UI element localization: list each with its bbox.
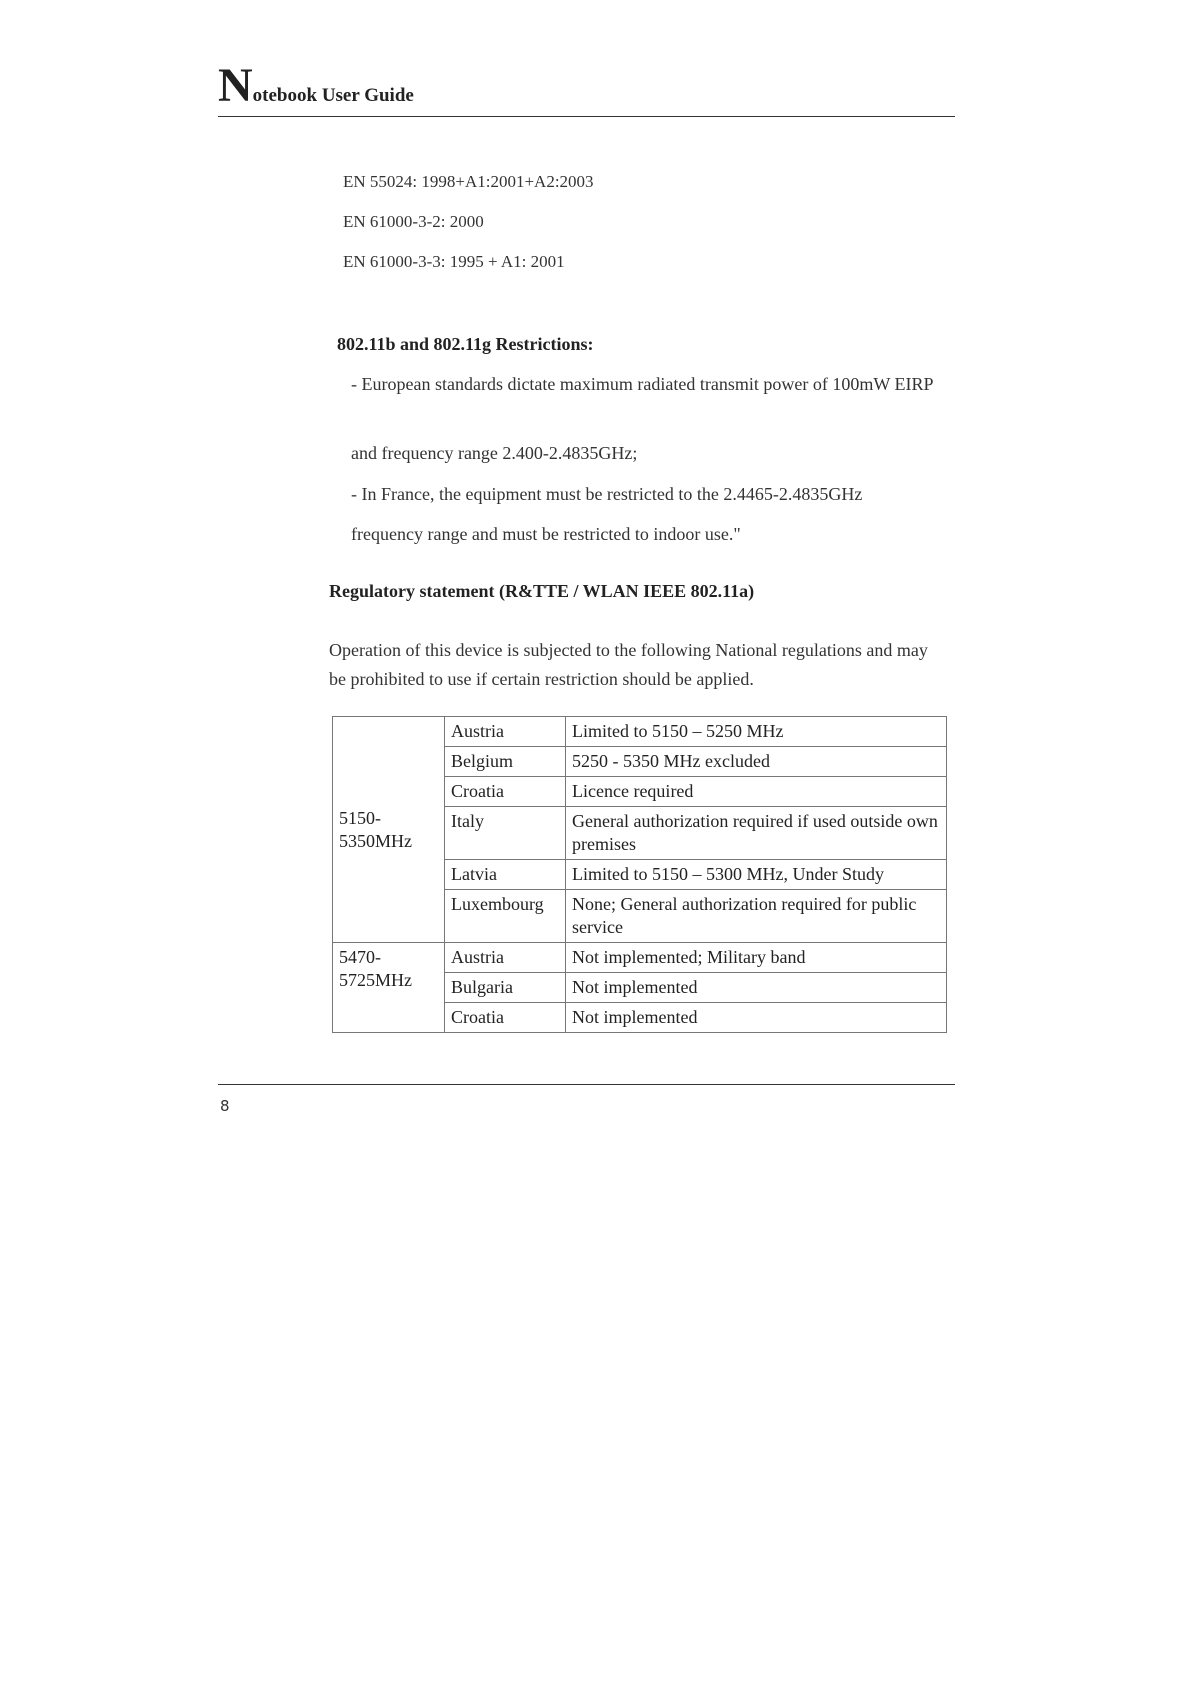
note-cell: 5250 - 5350 MHz excluded (566, 747, 947, 777)
country-cell: Austria (445, 943, 566, 973)
restriction-line: - European standards dictate maximum radiated transmit power of 100mW EIRP (351, 374, 934, 394)
table-row (333, 717, 947, 747)
country-cell: Austria (445, 717, 566, 747)
footer-rule (218, 1084, 955, 1085)
standard-line: EN 61000-3-3: 1995 + A1: 2001 (343, 252, 565, 271)
country-cell: Croatia (445, 1003, 566, 1033)
header-title-initial: N (218, 59, 253, 112)
standard-line: EN 55024: 1998+A1:2001+A2:2003 (343, 172, 594, 191)
restriction-line: and frequency range 2.400-2.4835GHz; (351, 443, 638, 463)
note-cell: None; General authorization required for public service (566, 890, 947, 943)
standard-line: EN 61000-3-2: 2000 (343, 212, 484, 231)
restrictions-heading: 802.11b and 802.11g Restrictions: (337, 334, 594, 354)
note-cell: Not implemented (566, 973, 947, 1003)
restriction-line: - In France, the equipment must be restricted to the 2.4465-2.4835GHz (351, 484, 863, 504)
country-cell: Latvia (445, 860, 566, 890)
regulation-table (332, 716, 947, 1033)
note-cell: Limited to 5150 – 5250 MHz (566, 717, 947, 747)
note-cell: Not implemented; Military band (566, 943, 947, 973)
country-cell: Italy (445, 807, 566, 860)
band-cell: 5150-5350MHz (333, 717, 445, 943)
regulatory-intro: Operation of this device is subjected to the following National regulations and may be prohibited to use if certain restriction should be applied. (329, 640, 928, 689)
note-cell: Licence required (566, 777, 947, 807)
restriction-line: frequency range and must be restricted to indoor use." (351, 524, 741, 544)
note-cell: Not implemented (566, 1003, 947, 1033)
country-cell: Belgium (445, 747, 566, 777)
band-cell: 5470-5725MHz (333, 943, 445, 1033)
regulatory-heading: Regulatory statement (R&TTE / WLAN IEEE 802.11a) (329, 581, 755, 601)
note-cell: General authorization required if used outside own premises (566, 807, 947, 860)
note-cell: Limited to 5150 – 5300 MHz, Under Study (566, 860, 947, 890)
header-title-rest: otebook User Guide (252, 85, 414, 106)
table-row (333, 943, 947, 973)
header-title (218, 59, 414, 112)
country-cell: Luxembourg (445, 890, 566, 943)
country-cell: Bulgaria (445, 973, 566, 1003)
page-number: 8 (220, 1097, 230, 1115)
country-cell: Croatia (445, 777, 566, 807)
page-header (218, 58, 955, 117)
